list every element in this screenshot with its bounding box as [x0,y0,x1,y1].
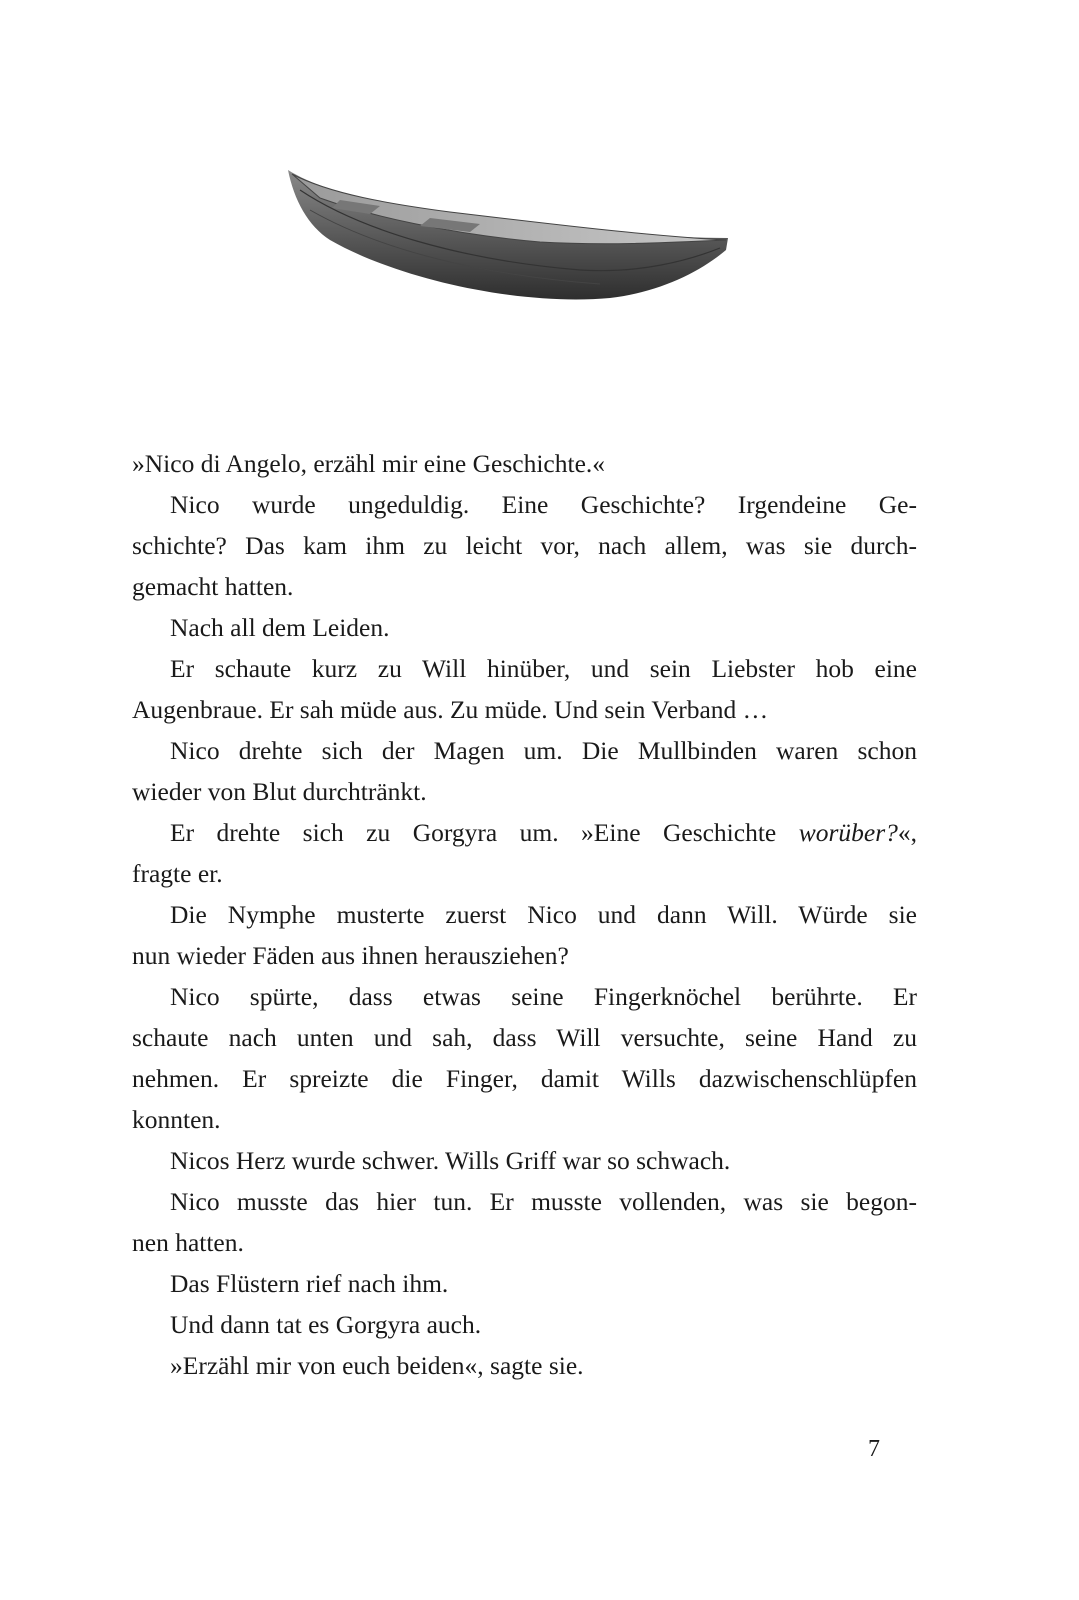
text-segment: «, [897,818,917,847]
text-line: »Erzähl mir von euch beiden«, sagte sie. [170,1351,584,1380]
text-line: nun wieder Fäden aus ihnen herausziehen? [132,941,569,970]
text-line: Augenbraue. Er sah müde aus. Zu müde. Und sein Verband … [132,695,769,724]
text-line: Nico drehte sich der Magen um. Die Mullbinden waren schon [170,736,917,765]
text-line: nehmen. Er spreizte die Finger, damit Wills dazwischenschlüpfen [132,1064,917,1093]
text-segment: Er drehte sich zu Gorgyra um. »Eine Geschichte [170,818,799,847]
text-line: Nach all dem Leiden. [170,613,390,642]
text-line: »Nico di Angelo, erzähl mir eine Geschichte.« [132,449,606,478]
text-line: schichte? Das kam ihm zu leicht vor, nach allem, was sie durch- [132,531,917,560]
text-line: Die Nymphe musterte zuerst Nico und dann Will. Würde sie [170,900,917,929]
text-line: Nico musste das hier tun. Er musste vollenden, was sie begon- [170,1187,917,1216]
text-line: Er schaute kurz zu Will hinüber, und sein Liebster hob eine [170,654,917,683]
italic-text: worüber? [798,818,898,847]
body-text [132,443,917,1386]
text-line: konnten. [132,1105,221,1134]
text-line: gemacht hatten. [132,572,294,601]
page-number: 7 [868,1436,880,1462]
text-line: wieder von Blut durchtränkt. [132,777,427,806]
text-line [132,812,917,853]
text-line: Nicos Herz wurde schwer. Wills Griff war so schwach. [170,1146,731,1175]
text-line: Nico wurde ungeduldig. Eine Geschichte? Irgendeine Ge- [170,490,917,519]
text-line: Nico spürte, dass etwas seine Fingerknöchel berührte. Er [170,982,917,1011]
text-line: Und dann tat es Gorgyra auch. [170,1310,482,1339]
text-line: fragte er. [132,859,223,888]
text-line: nen hatten. [132,1228,244,1257]
text-line: Das Flüstern rief nach ihm. [170,1269,449,1298]
canoe-illustration [280,160,740,310]
text-line: schaute nach unten und sah, dass Will versuchte, seine Hand zu [132,1023,917,1052]
